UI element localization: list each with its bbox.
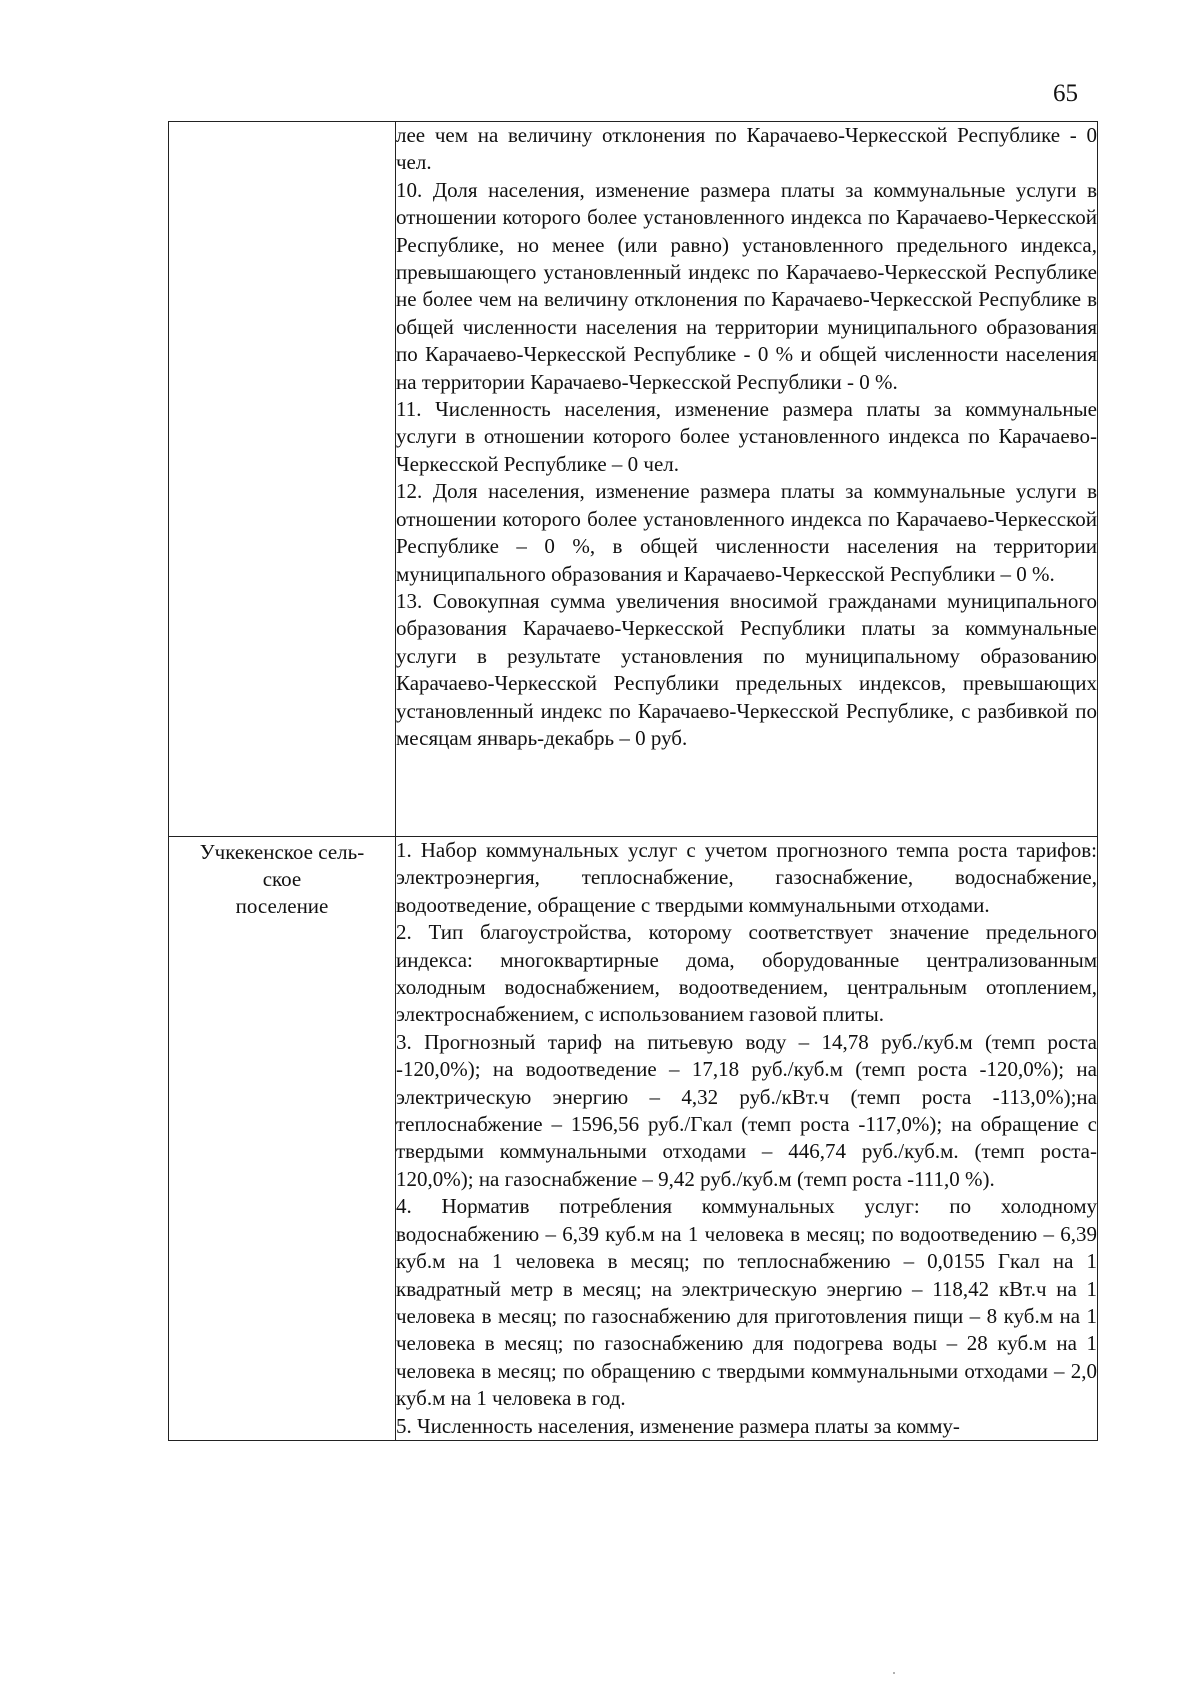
municipality-label-line: ское	[262, 867, 302, 891]
indicator-paragraph: 4. Норматив потребления коммунальных услуг: по холодному водоснабжению – 6,39 куб.м на 1 человека в месяц; по водоотведению – 6,39 куб.м на 1 человека в месяц; по теплоснабжению – 0,0155 Гкал на 1 квадратный метр в месяц; на электрическую энергию – 118,42 кВт.ч на 1 человека в месяц; по газоснабжению для приготовления пищи – 8 куб.м на 1 человека в месяц; по газоснабжению для подогрева воды – 28 куб.м на 1 человека в месяц; по обращению с твердыми коммунальными отходами – 2,0 куб.м на 1 человека в год.	[396, 1194, 1097, 1411]
table-row	[169, 837, 1098, 1441]
municipality-label-line: поселение	[235, 894, 329, 918]
indicator-paragraph: 13. Совокупная сумма увеличения вносимой гражданами муниципального образования Карачаево-Черкесской Республики платы за коммунальные услуги в результате установления по муниципальному образованию Карачаево-Черкесской Республики предельных индексов, превышающих установленный индекс по Карачаево-Черкесской Республике, с разбивкой по месяцам январь-декабрь – 0 руб.	[396, 588, 1097, 750]
indicator-paragraph: 3. Прогнозный тариф на питьевую воду – 14,78 руб./куб.м (темп роста -120,0%); на водоотведение – 17,18 руб./куб.м (темп роста -120,0%); на электрическую энергию – 4,32 руб./кВт.ч (темп роста -113,0%);на теплоснабжение – 1596,56 руб./Гкал (темп роста -117,0%); на обращение с твердыми коммунальными отходами – 446,74 руб./куб.м. (темп роста- 120,0%); на газоснабжение – 9,42 руб./куб.м (темп роста -111,0 %).	[396, 1029, 1097, 1191]
indicator-paragraph: 5. Численность населения, изменение размера платы за комму-	[396, 1413, 960, 1438]
municipality-cell	[169, 837, 396, 1441]
page-number: 65	[1053, 80, 1078, 107]
indicator-paragraph: 11. Численность населения, изменение размера платы за коммунальные услуги в отношении которого более установленного индекса по Карачаево-Черкесской Республике – 0 чел.	[396, 397, 1097, 476]
indicator-paragraph: лее чем на величину отклонения по Карачаево-Черкесской Республике - 0 чел.	[396, 123, 1097, 175]
municipality-label	[169, 837, 395, 920]
indicator-paragraph: 10. Доля населения, изменение размера платы за коммунальные услуги в отношении которого более установленного индекса по Карачаево-Черкесской Республике, но менее (или равно) установленного предельного индекса, превышающего установленный индекс по Карачаево-Черкесской Республике не более чем на величину отклонения по Карачаево-Черкесской Республике в общей численности населения на территории муниципального образования по Карачаево-Черкесской Республике - 0 % и общей численности населения на территории Карачаево-Черкесской Республики - 0 %.	[396, 177, 1097, 394]
municipality-label-line: Учкекенское сель-	[199, 840, 365, 864]
data-table	[168, 121, 1098, 1441]
indicator-paragraph: 1. Набор коммунальных услуг с учетом прогнозного темпа роста тарифов: электроэнергия, теплоснабжение, газоснабжение, водоснабжение, водоотведение, обращение с твердыми коммунальными отходами.	[396, 838, 1097, 917]
scan-speck	[893, 1672, 895, 1674]
indicator-paragraph: 12. Доля населения, изменение размера платы за коммунальные услуги в отношении которого более установленного индекса по Карачаево-Черкесской Республике – 0 %, в общей численности населения на территории муниципального образования и Карачаево-Черкесской Республики – 0 %.	[396, 479, 1097, 586]
table-row	[169, 122, 1098, 837]
municipality-cell	[169, 122, 396, 837]
indicators-cell	[396, 122, 1098, 837]
municipality-label	[169, 122, 395, 124]
indicator-paragraph: 2. Тип благоустройства, которому соответствует значение предельного индекса: многоквартирные дома, оборудованные централизованным холодным водоснабжением, водоотведением, центральным отоплением, электроснабжением, с использованием газовой плиты.	[396, 920, 1097, 1027]
indicators-cell	[396, 837, 1098, 1441]
